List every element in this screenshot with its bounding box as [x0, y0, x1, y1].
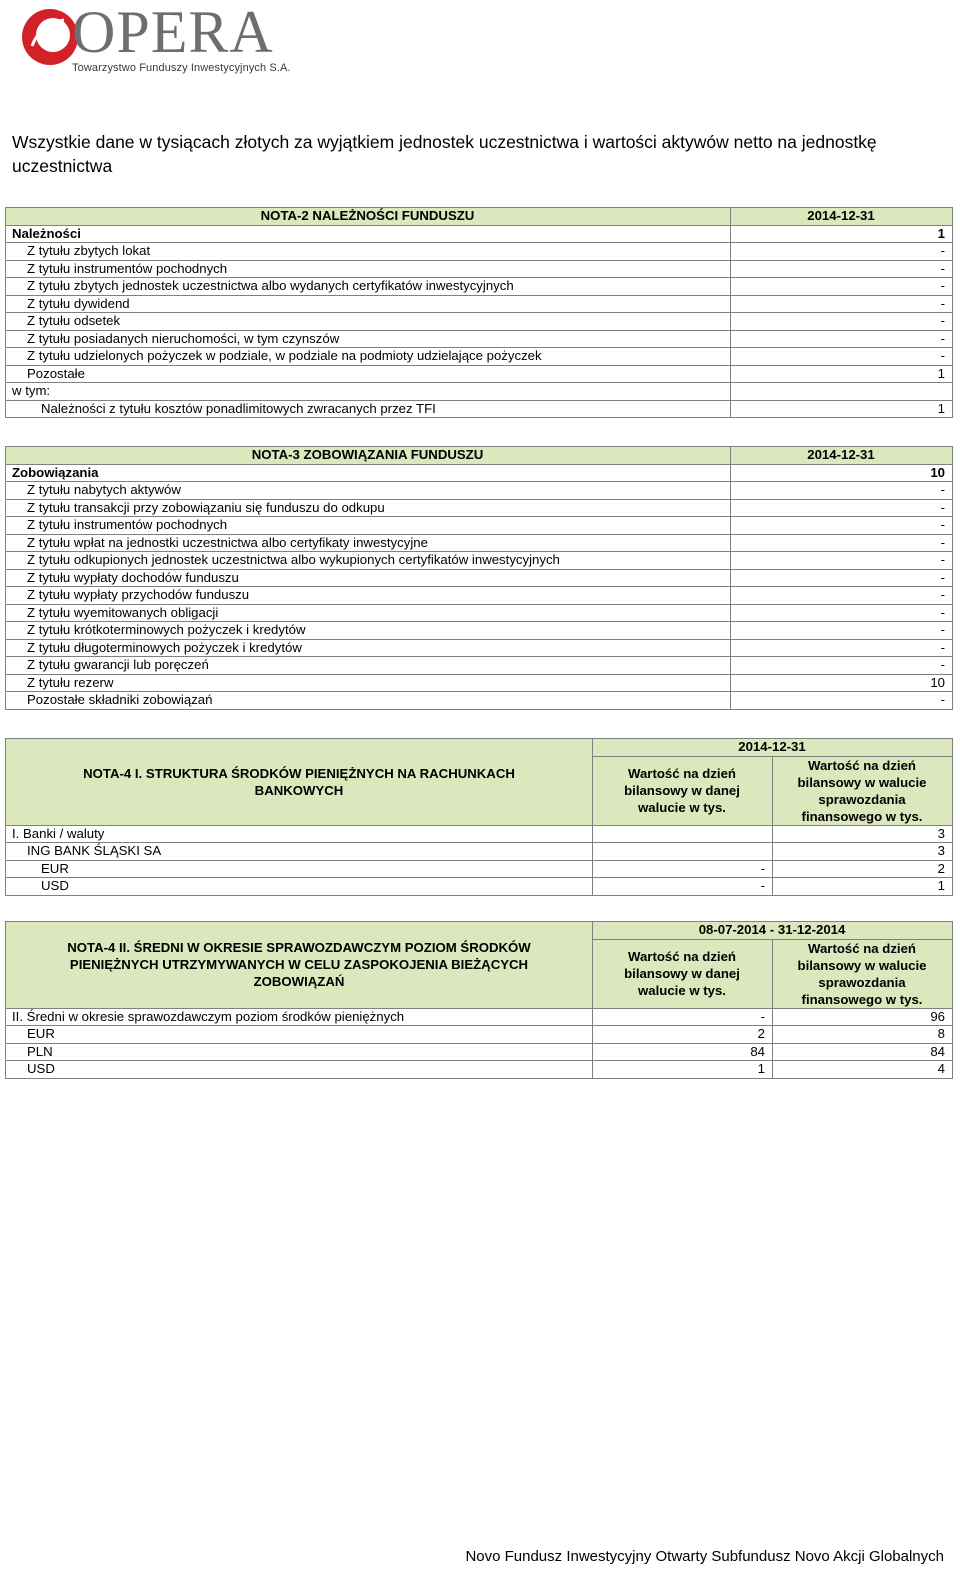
row-label: Zobowiązania [6, 464, 731, 482]
row-value: - [731, 552, 953, 570]
row-value-report: 3 [773, 843, 953, 861]
row-label: PLN [6, 1043, 593, 1061]
row-label: ING BANK ŚLĄSKI SA [6, 843, 593, 861]
table-row [6, 365, 953, 383]
row-value: - [731, 348, 953, 366]
row-label: Z tytułu zbytych jednostek uczestnictwa albo wydanych certyfikatów inwestycyjnych [6, 278, 731, 296]
row-value-currency: 1 [593, 1061, 773, 1079]
table-row [6, 622, 953, 640]
row-value-report: 3 [773, 825, 953, 843]
table-row [6, 569, 953, 587]
table-row [6, 534, 953, 552]
row-value-currency: - [593, 1008, 773, 1026]
row-label: w tym: [6, 383, 731, 401]
row-value: - [731, 260, 953, 278]
nota4-ii-title: NOTA-4 II. ŚREDNI W OKRESIE SPRAWOZDAWCZYM POZIOM ŚRODKÓW PIENIĘŻNYCH UTRZYMYWANYCH W CELU ZASPOKOJENIA BIEŻĄCYCH ZOBOWIĄZAŃ [6, 922, 593, 1009]
row-value-currency: - [593, 878, 773, 896]
row-value: - [731, 295, 953, 313]
table-row [6, 843, 953, 861]
row-label: Pozostałe [6, 365, 731, 383]
table-row [6, 552, 953, 570]
nota4-ii-date: 08-07-2014 - 31-12-2014 [593, 922, 953, 940]
table-row [6, 517, 953, 535]
row-label: Z tytułu transakcji przy zobowiązaniu się funduszu do odkupu [6, 499, 731, 517]
row-value: - [731, 692, 953, 710]
row-value-currency: 84 [593, 1043, 773, 1061]
col-header-currency: Wartość na dzień bilansowy w danej walucie w tys. [593, 939, 773, 1008]
row-label: II. Średni w okresie sprawozdawczym poziom środków pieniężnych [6, 1008, 593, 1026]
row-label: Z tytułu dywidend [6, 295, 731, 313]
table-row [6, 330, 953, 348]
table-row [6, 1043, 953, 1061]
row-value: 1 [731, 225, 953, 243]
col-header-report-currency: Wartość na dzień bilansowy w walucie sprawozdania finansowego w tys. [773, 756, 953, 825]
table-row [6, 278, 953, 296]
nota3-date: 2014-12-31 [731, 447, 953, 465]
table-row [6, 825, 953, 843]
table-row [6, 1008, 953, 1026]
row-label: EUR [6, 1026, 593, 1044]
table-row [6, 313, 953, 331]
table-row [6, 383, 953, 401]
row-label: Z tytułu odsetek [6, 313, 731, 331]
table-row [6, 674, 953, 692]
table-row [6, 604, 953, 622]
row-value: - [731, 657, 953, 675]
row-label: I. Banki / waluty [6, 825, 593, 843]
row-label: Z tytułu wypłaty przychodów funduszu [6, 587, 731, 605]
row-label: Z tytułu rezerw [6, 674, 731, 692]
nota2-table [5, 207, 953, 418]
row-value: 10 [731, 674, 953, 692]
intro-note: Wszystkie dane w tysiącach złotych za wyjątkiem jednostek uczestnictwa i wartości aktywów netto na jednostkę uczestnictwa [12, 132, 877, 176]
row-value: - [731, 639, 953, 657]
row-value-report: 2 [773, 860, 953, 878]
row-value: - [731, 278, 953, 296]
row-label: EUR [6, 860, 593, 878]
table-row [6, 225, 953, 243]
nota4-ii-table [5, 921, 953, 1079]
table-row [6, 692, 953, 710]
row-value: - [731, 569, 953, 587]
logo-brand-text: OPERA [72, 0, 274, 65]
table-row [6, 295, 953, 313]
row-label: Z tytułu instrumentów pochodnych [6, 260, 731, 278]
page-footer: Novo Fundusz Inwestycyjny Otwarty Subfundusz Novo Akcji Globalnych [465, 1548, 944, 1565]
row-value: 10 [731, 464, 953, 482]
row-value [731, 383, 953, 401]
nota3-table [5, 446, 953, 710]
row-value-currency [593, 825, 773, 843]
row-label: Z tytułu nabytych aktywów [6, 482, 731, 500]
row-label: Z tytułu długoterminowych pożyczek i kredytów [6, 639, 731, 657]
col-header-report-currency: Wartość na dzień bilansowy w walucie sprawozdania finansowego w tys. [773, 939, 953, 1008]
row-value: - [731, 243, 953, 261]
table-row [6, 1026, 953, 1044]
table-header-row [6, 447, 953, 465]
row-value: - [731, 587, 953, 605]
row-value: - [731, 330, 953, 348]
nota2-title: NOTA-2 NALEŻNOŚCI FUNDUSZU [6, 208, 731, 226]
row-value-currency: 2 [593, 1026, 773, 1044]
nota3-title: NOTA-3 ZOBOWIĄZANIA FUNDUSZU [6, 447, 731, 465]
row-label: Z tytułu gwarancji lub poręczeń [6, 657, 731, 675]
table-row [6, 587, 953, 605]
row-label: Z tytułu wpłat na jednostki uczestnictwa albo certyfikaty inwestycyjne [6, 534, 731, 552]
row-label: Pozostałe składniki zobowiązań [6, 692, 731, 710]
row-value: 1 [731, 400, 953, 418]
opera-logo [20, 0, 310, 78]
table-row [6, 348, 953, 366]
table-row [6, 860, 953, 878]
row-label: USD [6, 1061, 593, 1079]
row-value: - [731, 604, 953, 622]
table-header-row [6, 922, 953, 940]
row-value: - [731, 534, 953, 552]
nota4-i-date: 2014-12-31 [593, 739, 953, 757]
table-row [6, 1061, 953, 1079]
nota2-date: 2014-12-31 [731, 208, 953, 226]
table-row [6, 482, 953, 500]
row-label: USD [6, 878, 593, 896]
row-value: - [731, 313, 953, 331]
row-value: - [731, 622, 953, 640]
row-value-currency [593, 843, 773, 861]
row-label: Z tytułu odkupionych jednostek uczestnictwa albo wykupionych certyfikatów inwestycyjnych [6, 552, 731, 570]
logo-subtitle: Towarzystwo Funduszy Inwestycyjnych S.A. [72, 62, 291, 74]
table-row [6, 243, 953, 261]
row-value-report: 96 [773, 1008, 953, 1026]
row-value-report: 1 [773, 878, 953, 896]
row-label: Z tytułu wypłaty dochodów funduszu [6, 569, 731, 587]
row-value: - [731, 499, 953, 517]
row-label: Z tytułu instrumentów pochodnych [6, 517, 731, 535]
table-header-row [6, 208, 953, 226]
row-value: 1 [731, 365, 953, 383]
table-row [6, 499, 953, 517]
row-label: Należności [6, 225, 731, 243]
table-header-row [6, 739, 953, 757]
table-row [6, 464, 953, 482]
row-value: - [731, 482, 953, 500]
col-header-currency: Wartość na dzień bilansowy w danej walucie w tys. [593, 756, 773, 825]
row-label: Z tytułu krótkoterminowych pożyczek i kredytów [6, 622, 731, 640]
row-label: Należności z tytułu kosztów ponadlimitowych zwracanych przez TFI [6, 400, 731, 418]
table-row [6, 657, 953, 675]
row-value: - [731, 517, 953, 535]
nota4-i-table [5, 738, 953, 896]
row-label: Z tytułu zbytych lokat [6, 243, 731, 261]
row-value-report: 4 [773, 1061, 953, 1079]
table-row [6, 400, 953, 418]
row-value-report: 8 [773, 1026, 953, 1044]
row-label: Z tytułu posiadanych nieruchomości, w tym czynszów [6, 330, 731, 348]
table-row [6, 639, 953, 657]
row-label: Z tytułu udzielonych pożyczek w podziale, w podziale na podmioty udzielające pożyczek [6, 348, 731, 366]
table-row [6, 878, 953, 896]
row-value-report: 84 [773, 1043, 953, 1061]
nota4-i-title: NOTA-4 I. STRUKTURA ŚRODKÓW PIENIĘŻNYCH NA RACHUNKACH BANKOWYCH [6, 739, 593, 826]
table-row [6, 260, 953, 278]
row-value-currency: - [593, 860, 773, 878]
row-label: Z tytułu wyemitowanych obligacji [6, 604, 731, 622]
